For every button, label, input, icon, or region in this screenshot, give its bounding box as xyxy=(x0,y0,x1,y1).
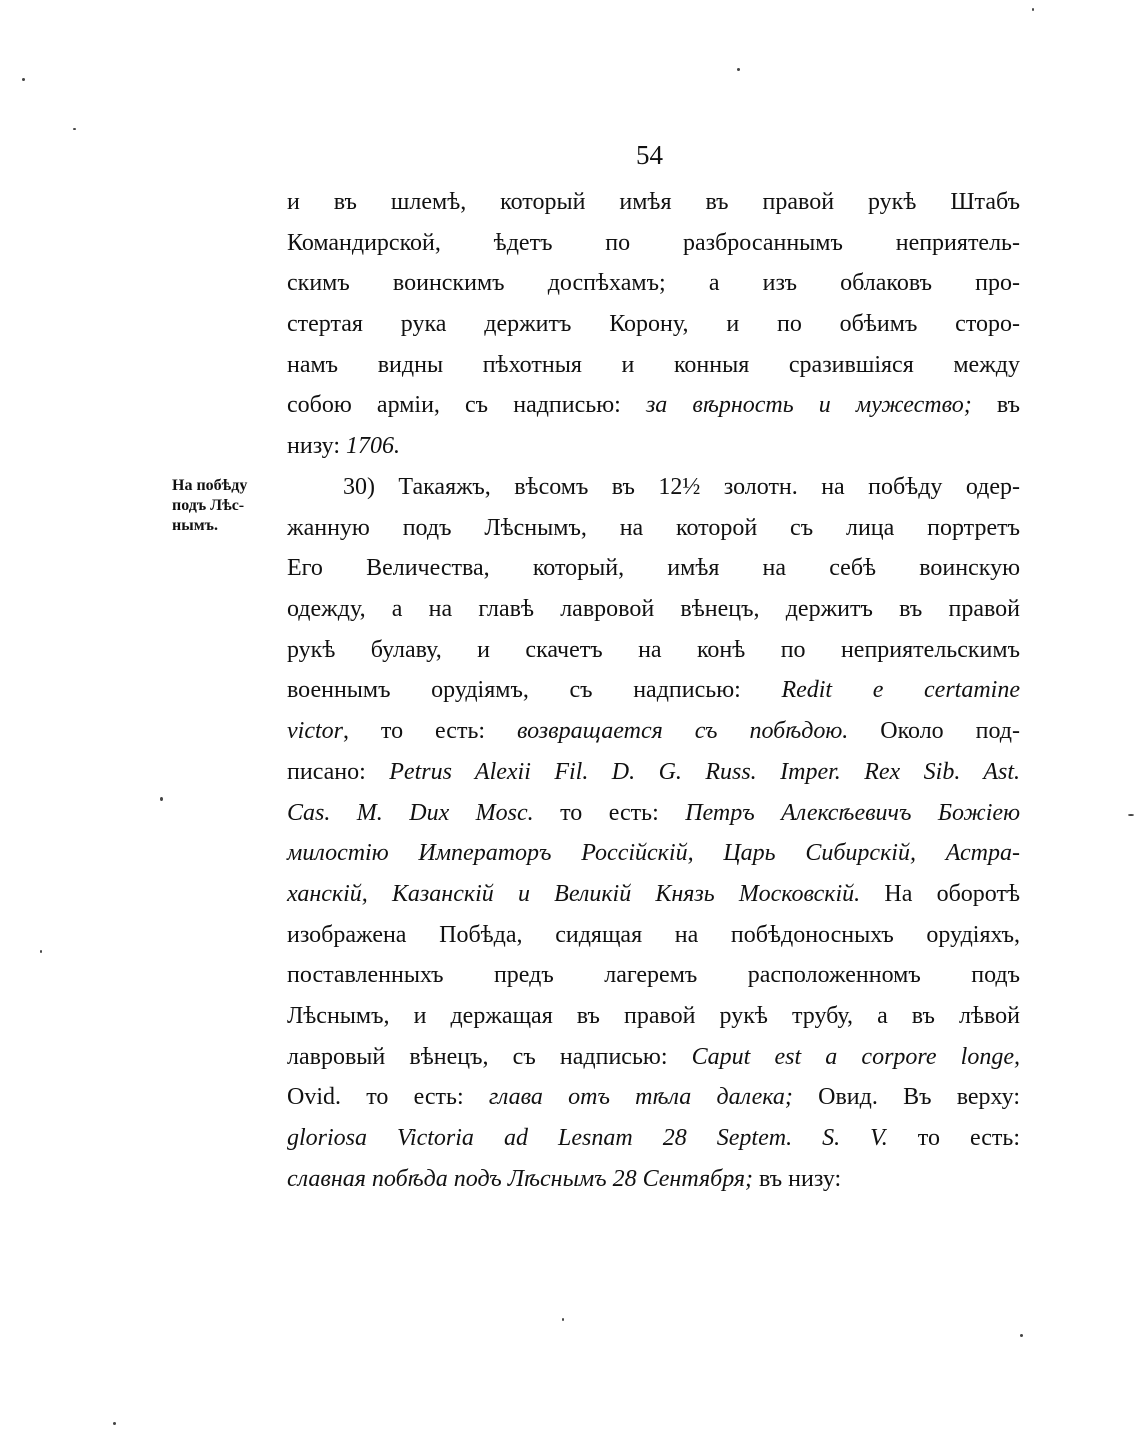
italic-text: Cas. M. Dux Mosc. xyxy=(287,799,534,826)
text-line xyxy=(287,508,1020,549)
paragraph-30 xyxy=(287,467,1020,1199)
italic-text: Redit e certamine xyxy=(781,677,1020,704)
paragraph-continued xyxy=(287,182,1020,467)
text-segment: и въ шлемѣ, который имѣя въ правой рукѣ Штабъ xyxy=(287,189,1020,215)
text-line xyxy=(287,263,1020,304)
text-line xyxy=(287,670,1020,711)
text-segment: Командирской, ѣдетъ по разбросаннымъ неприятель- xyxy=(287,229,1020,256)
scan-speck xyxy=(562,1318,564,1321)
text-segment: лавровый вѣнецъ, съ надписью: xyxy=(287,1043,692,1070)
scan-speck xyxy=(737,68,740,71)
text-segment: поставленныхъ предъ лагеремъ расположенномъ подъ xyxy=(287,962,1020,989)
text-segment: рукѣ булаву, и скачетъ на конѣ по неприятельскимъ xyxy=(287,636,1020,663)
italic-text: глава отъ тѣла далека; xyxy=(488,1084,793,1111)
text-line xyxy=(287,833,1020,874)
margin-note-line: подъ Лѣс- xyxy=(172,497,245,514)
text-segment: намъ видны пѣхотныя и конныя сразившіяся между xyxy=(287,351,1020,378)
scan-speck xyxy=(22,78,25,81)
text-segment: Лѣснымъ, и держащая въ правой рукѣ трубу, а въ лѣвой xyxy=(287,1002,1020,1029)
text-segment: жанную подъ Лѣснымъ, на которой съ лица портретъ xyxy=(287,514,1020,541)
text-segment: военнымъ орудіямъ, съ надписью: xyxy=(287,677,782,704)
scan-speck xyxy=(1128,814,1134,816)
text-line xyxy=(287,711,1020,752)
margin-note-line: На побѣду xyxy=(172,477,248,494)
text-segment: одежду, а на главѣ лавровой вѣнецъ, держитъ въ правой xyxy=(287,596,1020,623)
italic-text: 1706. xyxy=(346,433,401,460)
italic-text: за вѣрность и мужество; xyxy=(645,392,972,419)
text-segment: въ xyxy=(971,392,1020,419)
text-line xyxy=(287,996,1020,1037)
italic-text: Petrus Alexii Fil. D. G. Russ. Imper. Rex Sib. Ast. xyxy=(389,758,1021,785)
scan-speck xyxy=(1032,8,1034,11)
italic-text: ханскій, Казанскій и Великій Князь Московскій. xyxy=(287,880,861,907)
page-number: 54 xyxy=(636,140,663,170)
margin-note xyxy=(172,476,282,536)
text-line xyxy=(287,548,1020,589)
text-line xyxy=(287,223,1020,264)
text-line xyxy=(287,426,1020,467)
text-line xyxy=(287,467,1020,508)
text-segment: то есть: xyxy=(533,799,686,826)
text-segment: въ низу: xyxy=(753,1165,842,1192)
text-segment: собою арміи, съ надписью: xyxy=(287,392,646,419)
text-line xyxy=(287,1077,1020,1118)
text-line xyxy=(287,345,1020,386)
text-line xyxy=(287,385,1020,426)
italic-text: милостію Императоръ Россійскій, Царь Сибирскій, Астра- xyxy=(287,840,1020,867)
text-line xyxy=(287,752,1020,793)
scan-speck xyxy=(40,950,42,953)
scan-speck xyxy=(73,128,76,130)
italic-text: Петръ Алексѣевичъ Божіею xyxy=(685,799,1020,826)
text-line xyxy=(287,955,1020,996)
text-segment: скимъ воинскимъ доспѣхамъ; а изъ облаковъ про- xyxy=(287,270,1020,297)
italic-text: славная побѣда подъ Лѣснымъ 28 Сентября; xyxy=(287,1165,754,1192)
text-segment: Его Величества, который, имѣя на себѣ воинскую xyxy=(287,555,1020,582)
text-segment: 30) Такаяжъ, вѣсомъ въ 12½ золотн. на побѣду одер- xyxy=(343,474,1020,500)
scan-speck xyxy=(113,1422,116,1425)
text-line xyxy=(287,630,1020,671)
text-segment: низу: xyxy=(287,433,347,460)
text-segment: стертая рука держитъ Корону, и по обѣимъ сторо- xyxy=(287,311,1020,338)
text-segment: писано: xyxy=(287,758,390,785)
text-line xyxy=(287,874,1020,915)
italic-text: gloriosa Victoria ad Lesnam 28 Septem. S. V. xyxy=(287,1125,888,1151)
scan-speck xyxy=(160,797,163,801)
text-segment: Овид. Въ верху: xyxy=(792,1084,1020,1111)
text-line xyxy=(287,1118,1020,1159)
text-segment: Ovid. то есть: xyxy=(287,1084,489,1111)
italic-text: возвращается съ побѣдою. xyxy=(517,718,849,745)
text-line xyxy=(287,304,1020,345)
text-line xyxy=(287,915,1020,956)
text-segment: то есть: xyxy=(887,1125,1020,1151)
italic-text: Caput est a corpore longe, xyxy=(691,1043,1020,1070)
text-segment: изображена Побѣда, сидящая на побѣдоносныхъ орудіяхъ, xyxy=(287,921,1020,948)
text-segment: , то есть: xyxy=(342,718,518,745)
margin-note-line: нымъ. xyxy=(172,517,218,534)
scan-speck xyxy=(1020,1334,1023,1337)
text-line xyxy=(287,1159,1020,1200)
text-segment: На оборотѣ xyxy=(860,880,1020,907)
text-line xyxy=(287,182,1020,223)
text-line xyxy=(287,793,1020,834)
italic-text: victor xyxy=(287,718,343,745)
text-line xyxy=(287,1037,1020,1078)
text-line xyxy=(287,589,1020,630)
text-segment: Около под- xyxy=(848,718,1020,745)
